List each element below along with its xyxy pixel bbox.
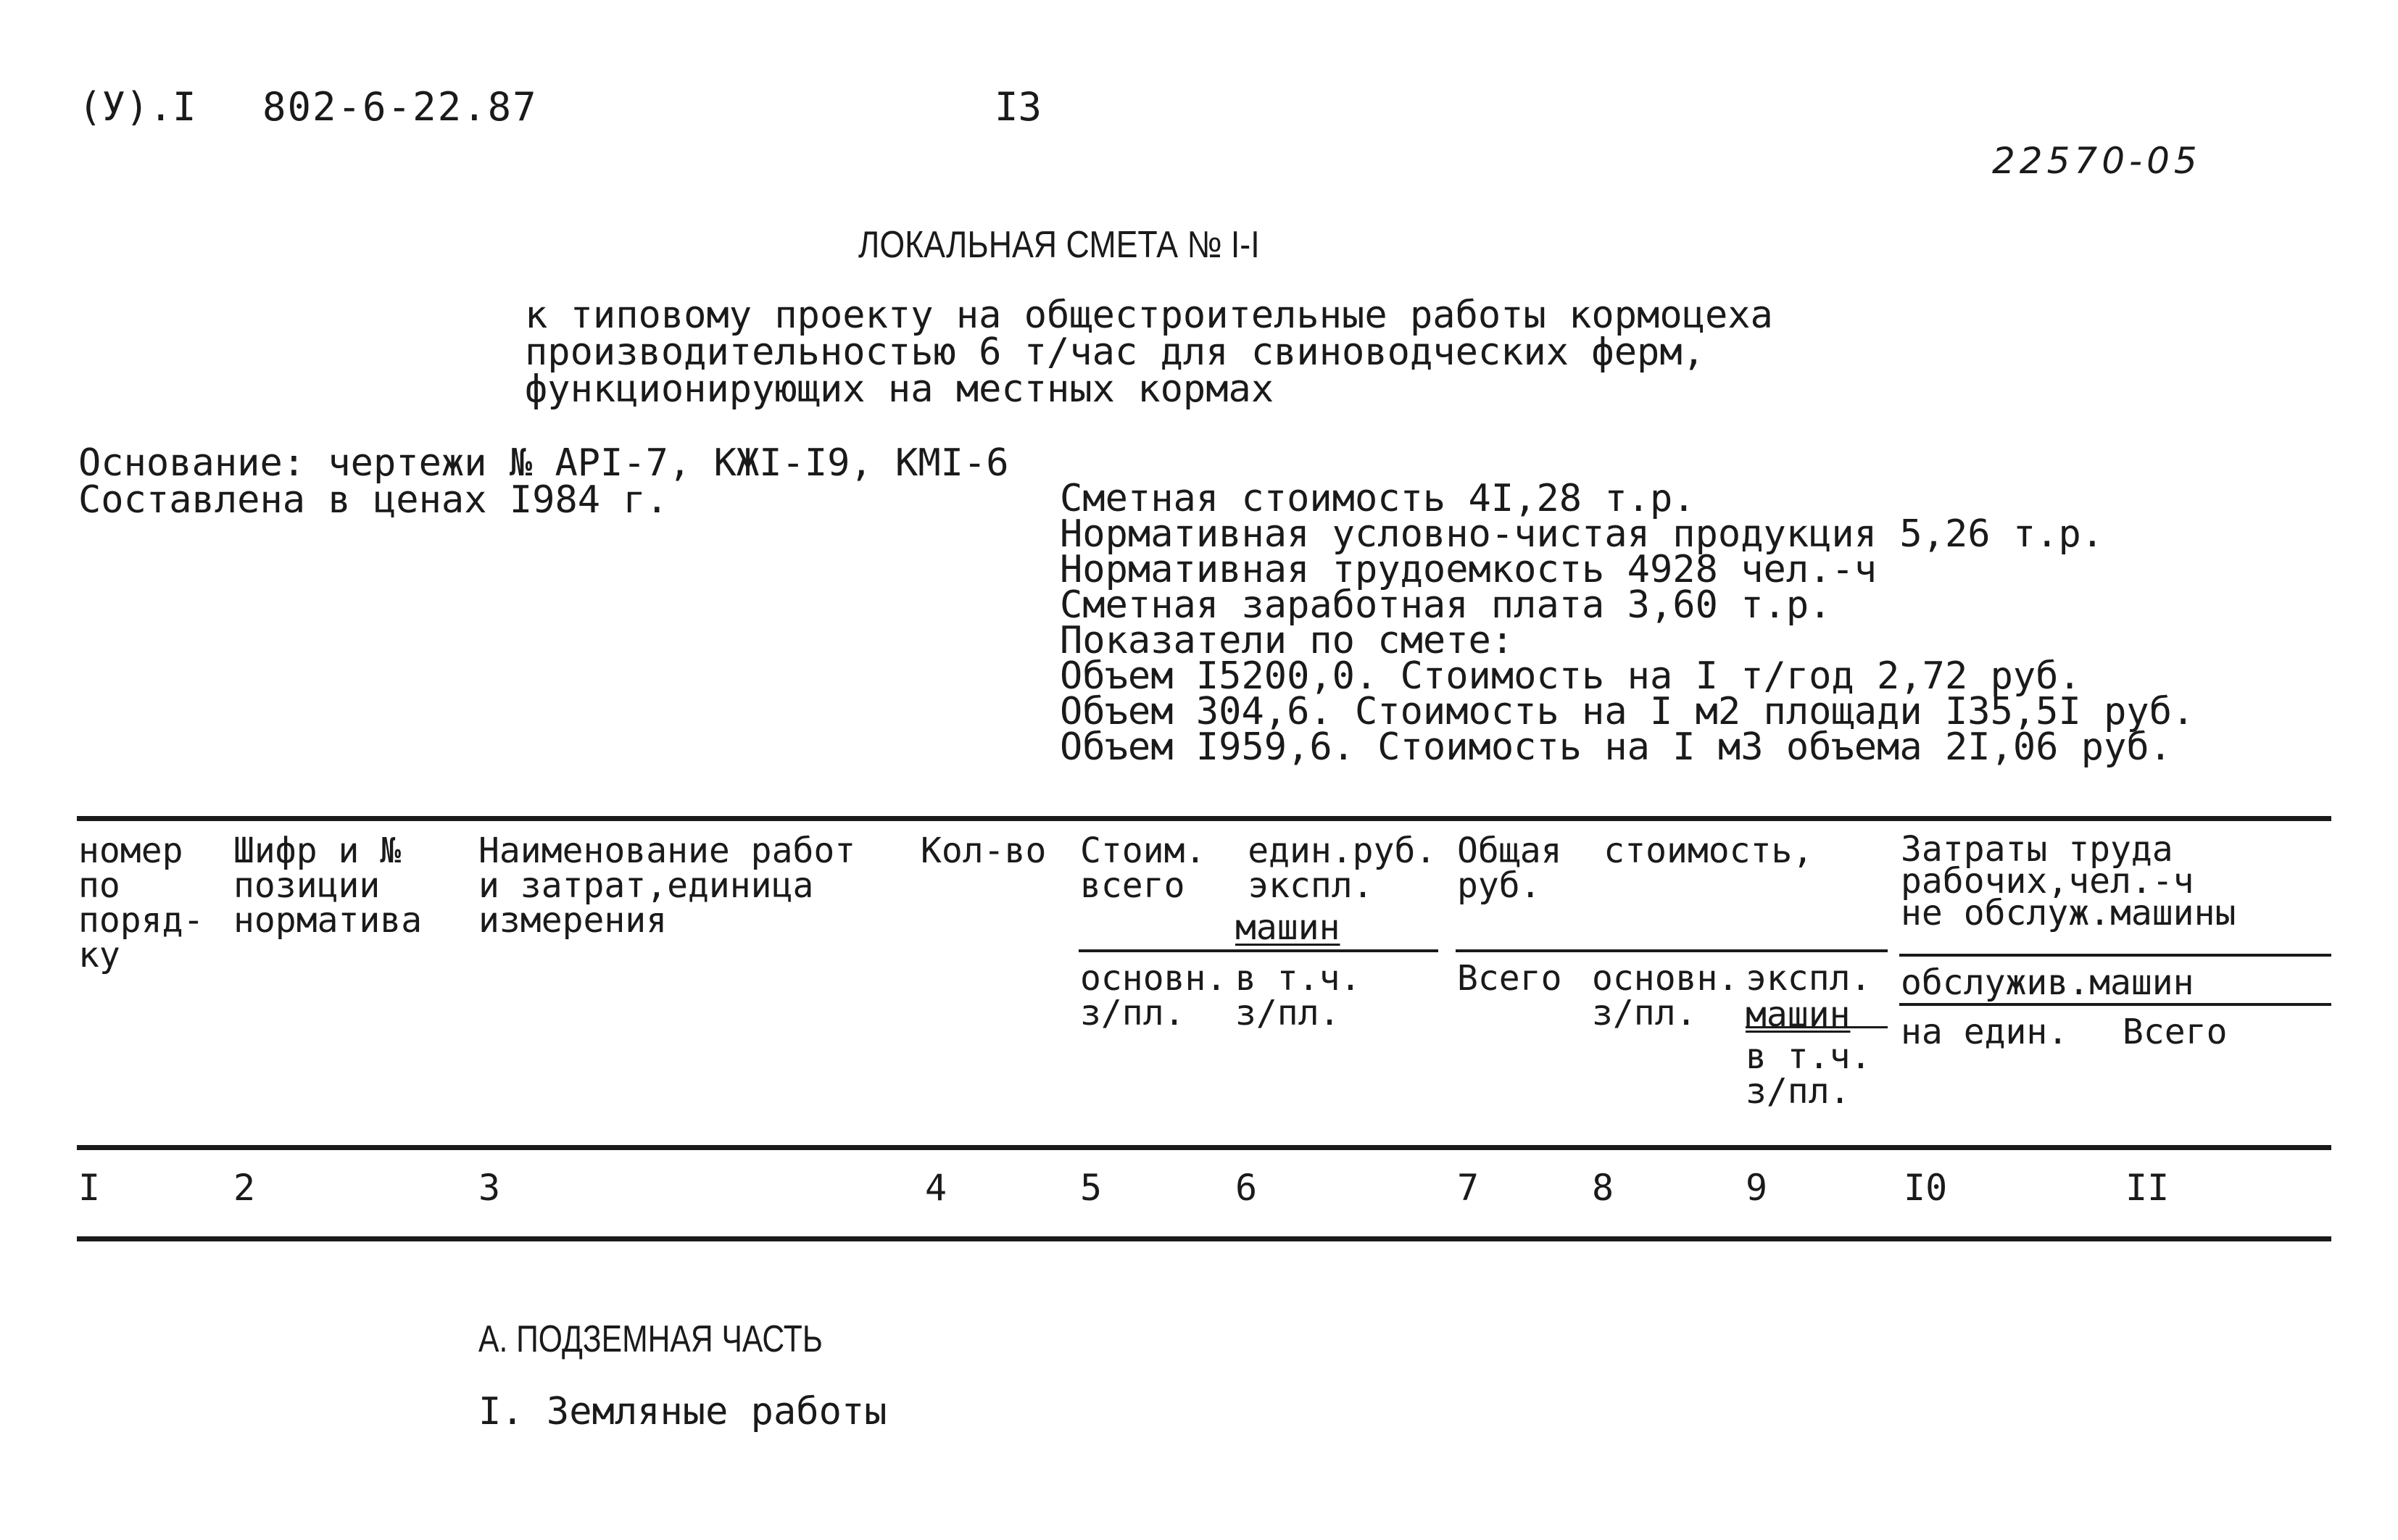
header-text: руб. — [1457, 865, 1541, 906]
basis-line: Основание: чертежи № АРI-7, КЖI-I9, КМI-6 — [78, 441, 1009, 485]
section-part-heading: А. ПОДЗЕМНАЯ ЧАСТЬ — [478, 1318, 823, 1360]
header-text: Наименование работ — [478, 831, 856, 871]
page-number: I3 — [995, 84, 1042, 130]
header-text: ку — [78, 935, 120, 975]
header-text: поряд- — [78, 900, 204, 941]
column-number: I0 — [1904, 1167, 1948, 1209]
header-bottom-rule — [77, 1145, 2331, 1150]
column-number: 6 — [1235, 1167, 1258, 1209]
basis-line: Составлена в ценах I984 г. — [78, 478, 668, 522]
header-quantity — [921, 831, 1047, 871]
header-text: Шифр и № — [233, 831, 402, 871]
header-text: измерения — [478, 900, 668, 941]
summary-line: Объем 304,6. Стоимость на I м2 площади I35,5I руб. — [1060, 690, 2195, 733]
header-text: Общая стоимость, — [1457, 831, 1814, 871]
summary-line: Сметная стоимость 4I,28 т.р. — [1060, 477, 1696, 520]
summary-line: Нормативная условно-чистая продукция 5,26 т.р. — [1060, 512, 2104, 556]
column-number: 3 — [478, 1167, 501, 1209]
header-text: позиции — [233, 865, 381, 906]
column-number: I — [78, 1167, 101, 1209]
header-work-name — [478, 831, 856, 941]
header-text: з/пл. — [1592, 993, 1697, 1033]
header-col6-sub — [1235, 958, 1361, 1033]
column-number: 5 — [1080, 1167, 1103, 1209]
header-text: не обслуж.машины — [1901, 893, 2236, 933]
subsection-heading: I. Земляные работы — [478, 1390, 887, 1433]
subtitle-line: производительностью 6 т/час для свиноводческих ферм, — [525, 330, 1705, 374]
labor-sub-rule — [1899, 954, 2331, 957]
header-text: номер — [78, 831, 183, 871]
header-text: Кол-во — [921, 831, 1047, 871]
summary-line: Сметная заработная плата 3,60 т.р. — [1060, 583, 1832, 627]
header-text: з/пл. — [1080, 993, 1185, 1033]
header-col10-sub: на един. — [1901, 1012, 2069, 1052]
total-cost-sub-rule — [1456, 949, 1888, 952]
subtitle-block — [525, 294, 1773, 411]
inventory-number: 22570-05 — [1992, 140, 2202, 182]
summary-line: Нормативная трудоемкость 4928 чел.-ч — [1060, 548, 1878, 591]
labor-serving-rule — [1899, 1003, 2331, 1006]
header-col9-machines: машин — [1746, 994, 1851, 1035]
column-number: 2 — [233, 1167, 256, 1209]
header-col9-sub-bottom — [1746, 1036, 1872, 1112]
header-text: по — [78, 865, 120, 906]
table-top-rule — [77, 816, 2331, 821]
header-text: Затраты труда — [1901, 829, 2173, 870]
header-unit-machines: машин — [1235, 907, 1340, 948]
header-labor — [1901, 829, 2236, 933]
header-col5-sub — [1080, 958, 1227, 1033]
header-code — [233, 831, 423, 941]
column-number: 4 — [925, 1167, 947, 1209]
header-row-number — [78, 833, 204, 973]
summary-line: Показатели по смете: — [1060, 619, 1514, 662]
header-text: основн. — [1592, 958, 1739, 999]
column-number: 8 — [1592, 1167, 1614, 1209]
subtitle-line: функционирующих на местных кормах — [525, 367, 1274, 411]
series-label: (У).I — [78, 84, 196, 130]
summary-block — [1060, 477, 2195, 769]
header-text: з/пл. — [1746, 1071, 1851, 1112]
header-text: основн. — [1080, 958, 1227, 999]
header-col9-sub: экспл. — [1746, 958, 1872, 999]
column-number: 7 — [1457, 1167, 1480, 1209]
summary-line: Объем I959,6. Стоимость на I м3 объема 2I,06 руб. — [1060, 725, 2173, 769]
header-text: Стоим. един.руб. — [1080, 831, 1437, 871]
header-unit-cost — [1080, 831, 1437, 906]
summary-line: Объем I5200,0. Стоимость на I т/год 2,72 руб. — [1060, 654, 2081, 698]
header-col11-sub: Всего — [2123, 1012, 2228, 1052]
document-title: ЛОКАЛЬНАЯ СМЕТА № I-I — [858, 224, 1260, 266]
unit-cost-sub-rule — [1079, 949, 1438, 952]
column-number: 9 — [1746, 1167, 1768, 1209]
header-col8-sub — [1592, 958, 1739, 1033]
header-text: в т.ч. — [1746, 1036, 1872, 1077]
header-col7-sub: Всего — [1457, 958, 1562, 999]
header-text: з/пл. — [1235, 993, 1340, 1033]
numbers-bottom-rule — [77, 1236, 2331, 1241]
project-code: 802-6-22.87 — [262, 84, 538, 130]
header-text: всего экспл. — [1080, 865, 1374, 906]
subtitle-line: к типовому проекту на общестроительные работы кормоцеха — [525, 294, 1773, 337]
header-total-cost — [1457, 831, 1814, 906]
basis-block — [78, 441, 1009, 522]
header-text: норматива — [233, 900, 423, 941]
header-labor-serving: обслужив.машин — [1901, 962, 2194, 1003]
header-text: рабочих,чел.-ч — [1901, 861, 2194, 902]
header-text: и затрат,единица — [478, 865, 814, 906]
header-text: в т.ч. — [1235, 958, 1361, 999]
column-number: II — [2125, 1167, 2170, 1209]
